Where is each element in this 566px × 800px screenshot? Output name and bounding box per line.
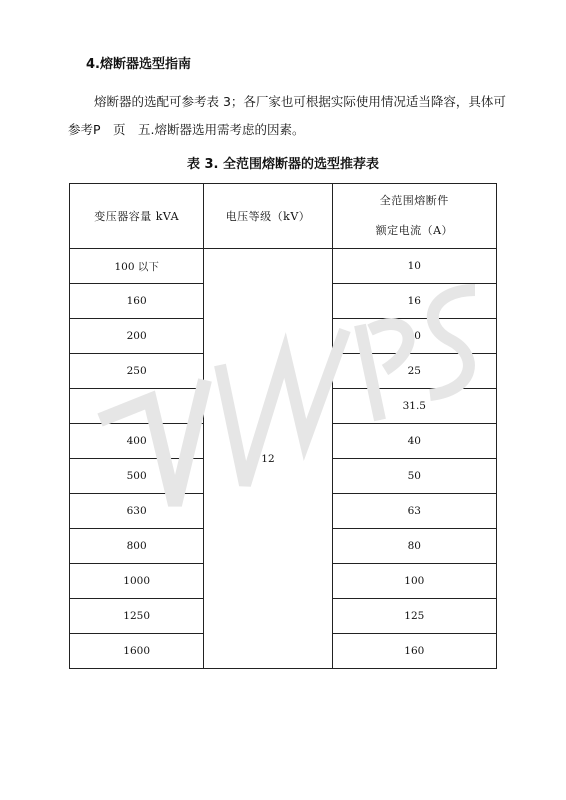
rated-current-cell: 125 — [332, 599, 496, 634]
header-rated-current — [332, 184, 496, 249]
capacity-cell: 250 — [70, 354, 204, 389]
header-rated-current-line2: 额定电流（A） — [375, 224, 454, 237]
section-heading: 4.熔断器选型指南 — [86, 57, 191, 72]
capacity-cell: 800 — [70, 529, 204, 564]
rated-current-cell: 16 — [332, 284, 496, 319]
capacity-cell: 630 — [70, 494, 204, 529]
rated-current-cell: 160 — [332, 634, 496, 669]
capacity-cell: 1600 — [70, 634, 204, 669]
rated-current-cell: 10 — [332, 249, 496, 284]
paragraph-line-1: 熔断器的选配可参考表 3；各厂家也可根据实际使用情况适当降容，具体可 — [94, 94, 506, 109]
header-voltage: 电压等级（kV） — [204, 184, 332, 249]
rated-current-cell: 50 — [332, 459, 496, 494]
rated-current-cell: 20 — [332, 319, 496, 354]
rated-current-cell: 40 — [332, 424, 496, 459]
table-row — [70, 249, 497, 284]
rated-current-cell: 80 — [332, 529, 496, 564]
capacity-cell: 100 以下 — [70, 249, 204, 284]
header-rated-current-line1: 全范围熔断件 — [379, 194, 449, 207]
capacity-cell: 315 — [70, 389, 204, 424]
capacity-cell: 200 — [70, 319, 204, 354]
voltage-cell: 12 — [204, 249, 332, 669]
capacity-cell: 500 — [70, 459, 204, 494]
paragraph-line-2: 参考P 页 五.熔断器选用需考虑的因素。 — [68, 122, 305, 137]
capacity-cell: 1000 — [70, 564, 204, 599]
table-caption: 表 3. 全范围熔断器的选型推荐表 — [186, 157, 380, 172]
table-header-row — [70, 184, 497, 249]
rated-current-cell: 100 — [332, 564, 496, 599]
rated-current-cell: 63 — [332, 494, 496, 529]
rated-current-cell: 25 — [332, 354, 496, 389]
capacity-cell: 1250 — [70, 599, 204, 634]
fuse-selection-table — [69, 183, 497, 669]
capacity-cell: 160 — [70, 284, 204, 319]
header-capacity: 变压器容量 kVA — [70, 184, 204, 249]
capacity-cell: 400 — [70, 424, 204, 459]
rated-current-cell: 31.5 — [332, 389, 496, 424]
